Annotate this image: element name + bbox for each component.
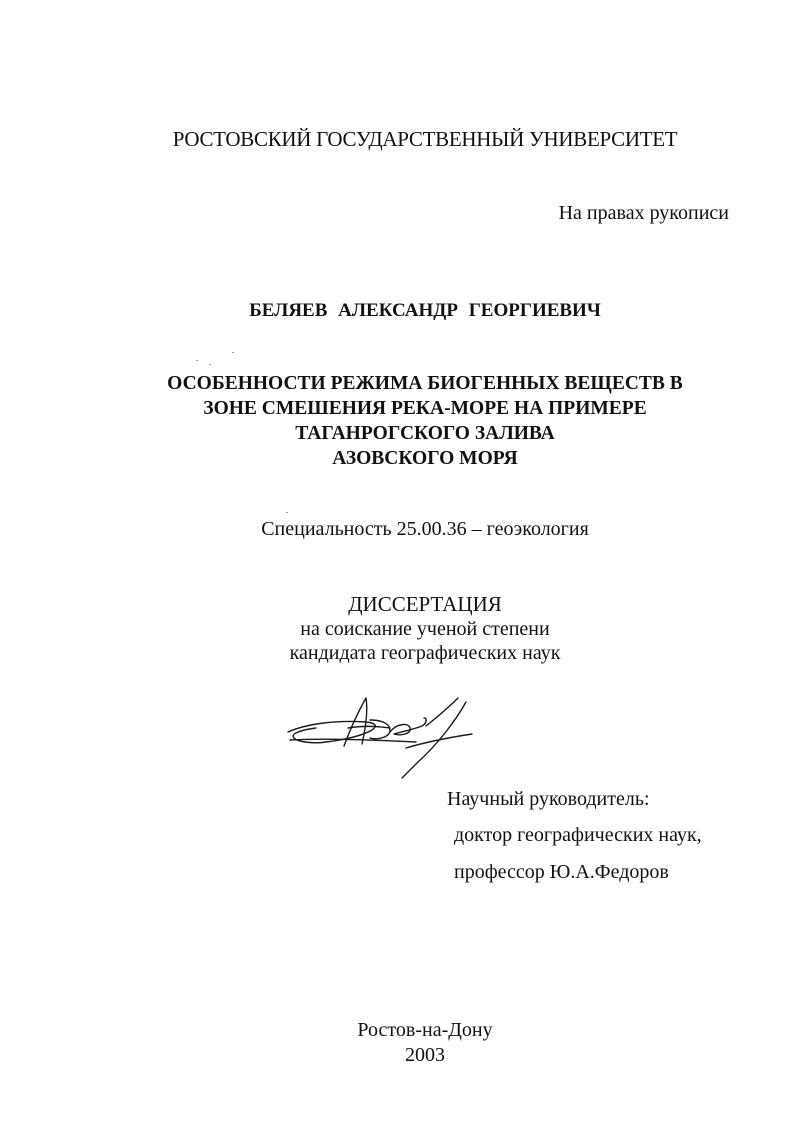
- scan-speck: [196, 360, 198, 361]
- advisor-degree: доктор географических наук,: [454, 824, 702, 846]
- advisor-label: Научный руководитель:: [447, 788, 650, 810]
- scan-speck: [232, 352, 234, 353]
- thesis-title-line: АЗОВСКОГО МОРЯ: [332, 448, 518, 469]
- handwritten-signature: [286, 690, 482, 782]
- year: 2003: [405, 1044, 445, 1066]
- signature-stroke: [390, 718, 426, 735]
- advisor-name: профессор Ю.А.Федоров: [454, 861, 669, 883]
- city: Ростов-на-Дону: [357, 1019, 493, 1041]
- signature-stroke: [290, 739, 416, 742]
- scan-speck: [209, 364, 211, 365]
- rights-note: На правах рукописи: [558, 202, 729, 224]
- dissertation-heading: ДИССЕРТАЦИЯ: [348, 592, 502, 616]
- university-name: РОСТОВСКИЙ ГОСУДАРСТВЕННЫЙ УНИВЕРСИТЕТ: [172, 127, 678, 151]
- author-name: БЕЛЯЕВ АЛЕКСАНДР ГЕОРГИЕВИЧ: [249, 300, 601, 321]
- dissertation-degree-line: кандидата географических наук: [289, 642, 561, 664]
- signature-stroke: [348, 727, 390, 729]
- scan-speck: [286, 512, 288, 513]
- thesis-title-line: ОСОБЕННОСТИ РЕЖИМА БИОГЕННЫХ ВЕЩЕСТВ В: [167, 373, 683, 394]
- thesis-title-line: ЗОНЕ СМЕШЕНИЯ РЕКА-МОРЕ НА ПРИМЕРЕ: [203, 398, 647, 419]
- specialty-line: Специальность 25.00.36 – геоэкология: [261, 518, 589, 540]
- thesis-title-line: ТАГАНРОГСКОГО ЗАЛИВА: [295, 423, 555, 444]
- signature-stroke: [402, 702, 466, 778]
- dissertation-degree-line: на соискание ученой степени: [300, 618, 550, 640]
